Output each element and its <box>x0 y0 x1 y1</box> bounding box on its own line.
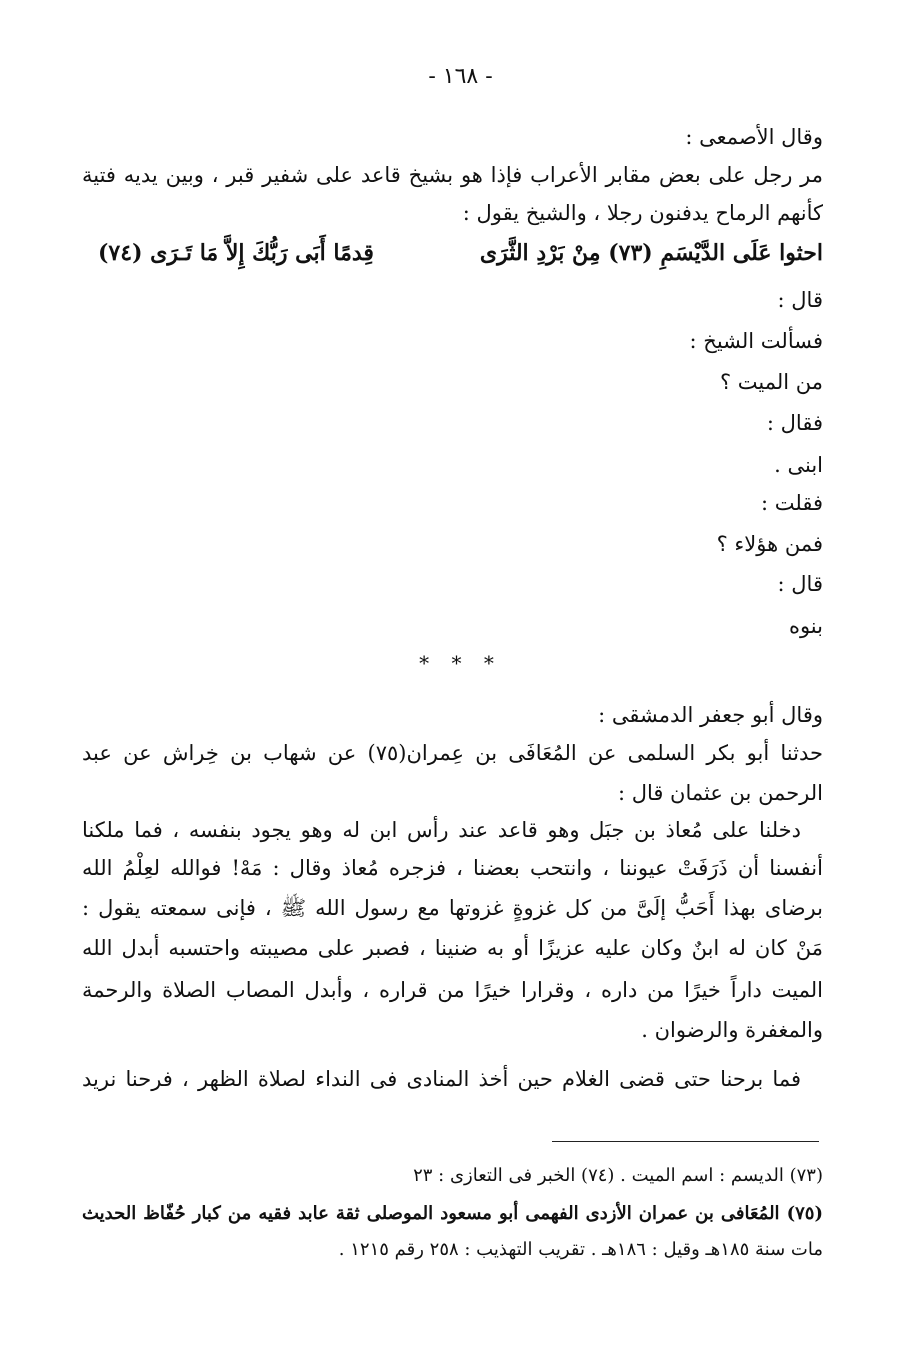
dialogue-line: ابنى . <box>774 453 823 477</box>
dialogue-line: فمن هؤلاء ؟ <box>716 532 823 556</box>
section1-intro: وقال الأصمعى : <box>685 125 823 149</box>
dialogue-line: قال : <box>777 288 823 312</box>
footnote: (٧٣) الديسم : اسم الميت . (٧٤) الخبر فى التعازى : ٢٣ <box>413 1165 823 1186</box>
section2-line: والمغفرة والرضوان . <box>641 1018 823 1042</box>
verse-second-hemistich: قِدمًا أَبَى رَبُّكَ إِلاَّ مَا تَـرَى (٧٤) <box>98 240 374 266</box>
page-number: - ١٦٨ - <box>428 64 493 89</box>
section2-line: دخلنا على مُعاذ بن جبَل وهو قاعد عند رأس ابن له وهو يجود بنفسه ، فما ملكنا <box>82 818 801 842</box>
footnote: مات سنة ١٨٥هـ وقيل : ١٨٦هـ . تقريب التهذيب : ٢٥٨ رقم ١٢١٥ . <box>338 1239 823 1260</box>
section2-line: فما برحنا حتى قضى الغلام حين أخذ المنادى فى النداء لصلاة الظهر ، فرحنا نريد <box>82 1067 801 1091</box>
section2-line: برضاى بهذا أَحَبُّ إلَىَّ من كل غزوةٍ غزوتها مع رسول الله ﷺ ، فإنى سمعته يقول : <box>82 896 823 920</box>
verse-first-hemistich: احثوا عَلَى الدَّيْسَمِ (٧٣) مِنْ بَرْدِ الثَّرَى <box>479 240 823 266</box>
section2-line: الميت داراً خيرًا من داره ، وقرارا خيرًا من قراره ، وأبدل المصاب الصلاة والرحمة <box>82 978 823 1002</box>
dialogue-line: فقلت : <box>761 491 823 515</box>
footnote: (٧٥) المُعَافى بن عمران الأزدى الفهمى أبو مسعود الموصلى ثقة عابد فقيه من كبار حُفّاظ الحديث <box>82 1203 823 1224</box>
section2-line: الرحمن بن عثمان قال : <box>617 781 823 805</box>
section2-line: أنفسنا أن ذَرَفَتْ عيوننا ، وانتحب بعضنا ، فزجره مُعاذ وقال : مَهْ! فوالله لعِلْمُ الله <box>82 856 823 880</box>
section1-line-1: مر رجل على بعض مقابر الأعراب فإذا هو بشيخ قاعد على شفير قبر ، وبين يديه فتية <box>82 163 823 187</box>
dialogue-line: فسألت الشيخ : <box>689 329 823 353</box>
dialogue-line: من الميت ؟ <box>719 370 823 394</box>
section-separator: * * * <box>419 651 502 675</box>
section2-line: حدثنا أبو بكر السلمى عن المُعَافَى بن عِمران(٧٥) عن شهاب بن خِراش عن عبد <box>82 741 823 765</box>
section2-intro: وقال أبو جعفر الدمشقى : <box>598 703 823 727</box>
dialogue-line: بنوه <box>788 614 823 638</box>
dialogue-line: فقال : <box>766 411 823 435</box>
section1-line-2: كأنهم الرماح يدفنون رجلا ، والشيخ يقول : <box>462 201 823 225</box>
footnote-rule <box>552 1141 819 1142</box>
section2-line: مَنْ كان له ابنٌ وكان عليه عزيزًا أو به ضنينا ، فصبر على مصيبته واحتسبه أبدل الله <box>82 936 823 960</box>
dialogue-line: قال : <box>777 572 823 596</box>
